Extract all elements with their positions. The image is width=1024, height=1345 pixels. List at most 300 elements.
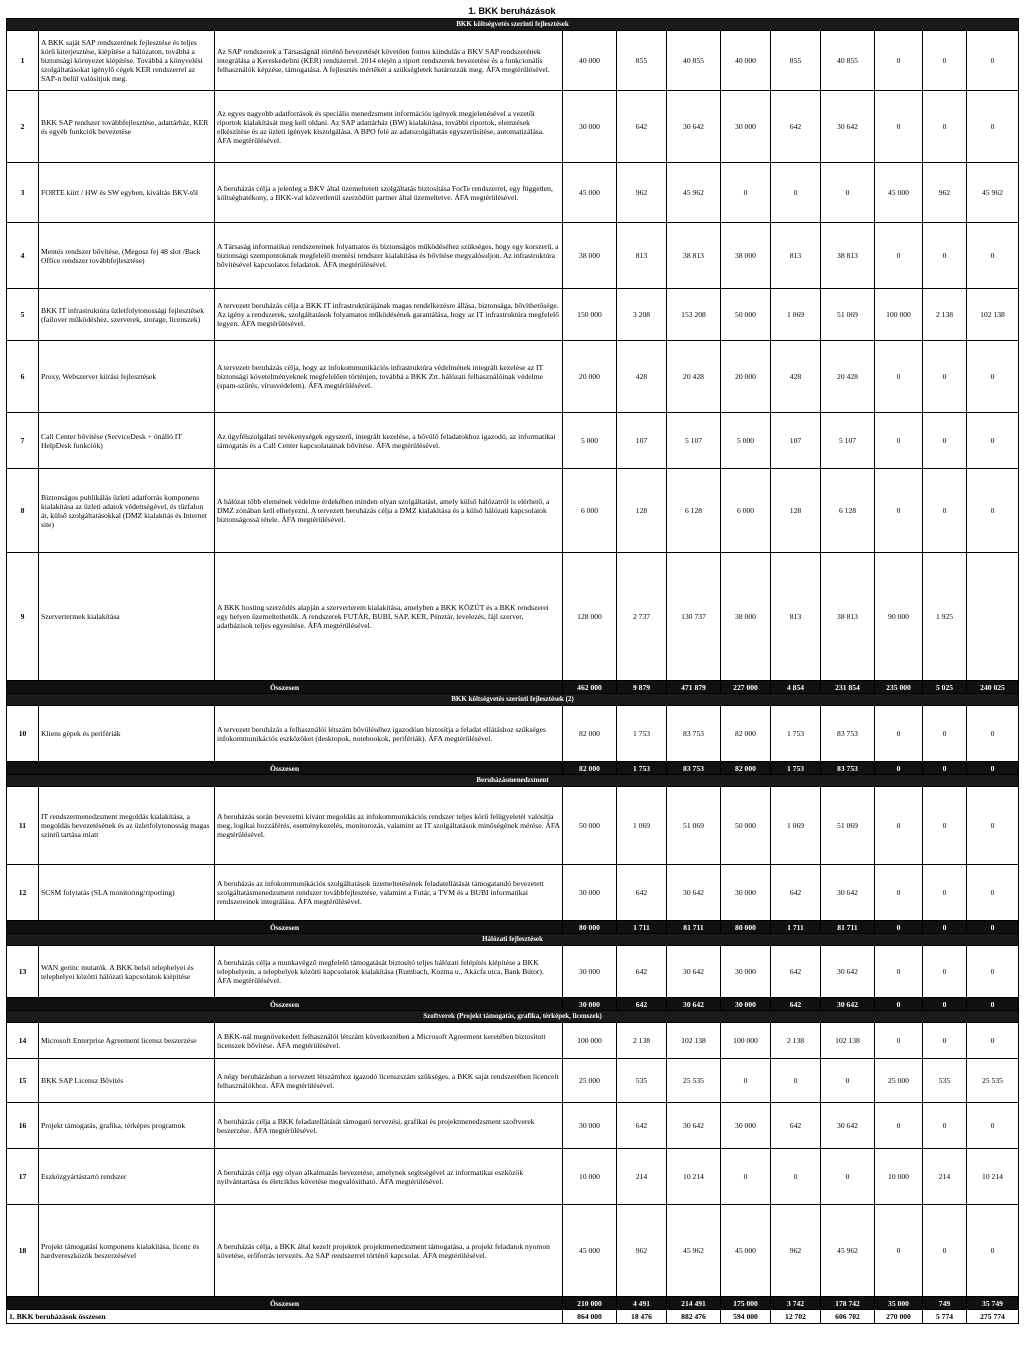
amount-cell: 30 000 [721, 865, 771, 921]
row-number: 4 [7, 223, 39, 289]
amount-cell: 10 000 [875, 1149, 923, 1205]
amount-cell: 0 [967, 91, 1019, 163]
amount-cell: 25 000 [875, 1059, 923, 1103]
subtotal-amount: 231 854 [821, 681, 875, 694]
amount-cell: 535 [617, 1059, 667, 1103]
amount-cell [967, 553, 1019, 681]
section-header-row [7, 775, 1019, 787]
amount-cell: 214 [923, 1149, 967, 1205]
table-row [7, 469, 1019, 553]
subtotal-label: Összesen [7, 1297, 563, 1310]
project-name: Call Center bővítése (ServiceDesk + önálló IT HelpDesk funkciók) [39, 413, 215, 469]
amount-cell: 5 000 [563, 413, 617, 469]
amount-cell: 10 214 [967, 1149, 1019, 1205]
amount-cell: 642 [771, 865, 821, 921]
subtotal-amount: 214 491 [667, 1297, 721, 1310]
row-number: 10 [7, 706, 39, 762]
amount-cell: 0 [875, 413, 923, 469]
table-row [7, 289, 1019, 341]
amount-cell: 0 [967, 413, 1019, 469]
section-title: Beruházásmenedzsment [7, 775, 1019, 787]
amount-cell: 100 000 [563, 1023, 617, 1059]
amount-cell: 0 [967, 946, 1019, 998]
amount-cell: 30 000 [563, 91, 617, 163]
amount-cell: 0 [875, 31, 923, 91]
amount-cell: 0 [967, 341, 1019, 413]
amount-cell: 962 [771, 1205, 821, 1297]
table-row [7, 787, 1019, 865]
amount-cell: 0 [967, 787, 1019, 865]
amount-cell: 45 000 [563, 163, 617, 223]
project-description: Az egyes nagyobb adatforrások és speciális menedzsment információs igények megjelenésével a vezetői riportok kialakítását meg kell oldani. Az SAP adattárház (BW) kialakítása, további riportok, elemzések elkészítése és az üzleti igények kiszolgálása. A BPO felé az adatszolgáltatás egyszerűsítése, automatizálása. ÁFA megtérülésével. [215, 91, 563, 163]
project-description: A BKK hosting szerződés alapján a szerverterem kialakítása, amelyben a BKK KÖZÚT és a BKK rendszerei egy helyen üzemeltethetők. A rendszerek FUTÁR, BUBI, SAP, KER, Pénztár, levelezés, fájl szerver, adatbázisok teljes egyesítése. ÁFA megtérülésével. [215, 553, 563, 681]
amount-cell: 962 [617, 1205, 667, 1297]
amount-cell: 0 [923, 223, 967, 289]
row-number: 5 [7, 289, 39, 341]
amount-cell: 45 962 [667, 163, 721, 223]
amount-cell: 128 [771, 469, 821, 553]
amount-cell: 45 000 [875, 163, 923, 223]
project-description: A tervezett beruházás célja a BKK IT infrastruktúrájának magas rendelkezésre állása, biztonsága, bővíthetősége. Az igény a rendszerek, szolgáltatások folyamatos működésének garantálása, hogy az IT infrastruktúra megfelelő legyen. ÁFA megtérülésével. [215, 289, 563, 341]
amount-cell: 642 [771, 946, 821, 998]
amount-cell: 642 [617, 946, 667, 998]
project-description: A Társaság informatikai rendszereinek folyamatos és biztonságos működéséhez szükséges, hogy egy korszerű, a biztonsági szempontoknak megfelelő mentési rendszer kialakítása és bővítése megvalósuljon. Az infrastruktúra bővítésével kapcsolatos feladatok. ÁFA megtérülésével. [215, 223, 563, 289]
table-row [7, 1059, 1019, 1103]
amount-cell: 2 138 [617, 1023, 667, 1059]
amount-cell: 128 000 [563, 553, 617, 681]
project-name: BKK IT infrastruktúra üzletfolytonossági fejlesztések (failover működéshez, szerverek, storage, licenszek) [39, 289, 215, 341]
grand-total-amount: 18 476 [617, 1310, 667, 1324]
project-description: Az SAP rendszerek a Társaságnál történő bevezetését követően fontos kiindulás a BKV SAP rendszerének integrálása a Kereskedelmi (KER) rendszerrel. 2014 elején a riport rendszerek bevezetése és a funkcionális felhasználók képzése, támogatása. A fejlesztés mértékét a szükségletek határozzák meg. ÁFA megtérülésével. [215, 31, 563, 91]
grand-total-amount: 606 702 [821, 1310, 875, 1324]
subtotal-row [7, 1297, 1019, 1310]
project-name: SCSM folytatás (SLA monitoring/riporting) [39, 865, 215, 921]
amount-cell: 128 [617, 469, 667, 553]
amount-cell: 30 642 [821, 91, 875, 163]
table-row [7, 1149, 1019, 1205]
amount-cell: 6 000 [721, 469, 771, 553]
amount-cell: 0 [875, 1023, 923, 1059]
row-number: 16 [7, 1103, 39, 1149]
amount-cell: 813 [617, 223, 667, 289]
amount-cell: 82 000 [721, 706, 771, 762]
amount-cell: 0 [923, 787, 967, 865]
document-title: 1. BKK beruházások [468, 6, 556, 16]
amount-cell: 20 000 [563, 341, 617, 413]
amount-cell: 642 [617, 1103, 667, 1149]
amount-cell: 40 000 [563, 31, 617, 91]
amount-cell: 2 138 [771, 1023, 821, 1059]
amount-cell: 0 [967, 31, 1019, 91]
subtotal-amount: 227 000 [721, 681, 771, 694]
subtotal-amount: 81 711 [821, 921, 875, 934]
amount-cell: 6 128 [667, 469, 721, 553]
project-name: WAN gerinc mutatók. A BKK belső telephelyei és telephelyei közötti hálózati kapcsolatok kiépítése [39, 946, 215, 998]
row-number: 7 [7, 413, 39, 469]
amount-cell: 40 000 [721, 31, 771, 91]
subtotal-amount: 30 000 [563, 998, 617, 1011]
subtotal-amount: 0 [967, 762, 1019, 775]
amount-cell: 428 [617, 341, 667, 413]
amount-cell: 0 [875, 1103, 923, 1149]
amount-cell: 0 [967, 1205, 1019, 1297]
amount-cell: 100 000 [875, 289, 923, 341]
amount-cell: 38 813 [821, 553, 875, 681]
amount-cell: 0 [967, 469, 1019, 553]
amount-cell: 0 [721, 1059, 771, 1103]
amount-cell: 0 [923, 1103, 967, 1149]
section-header-row [7, 934, 1019, 946]
subtotal-amount: 0 [923, 998, 967, 1011]
amount-cell: 642 [771, 91, 821, 163]
subtotal-amount: 82 000 [563, 762, 617, 775]
subtotal-amount: 178 742 [821, 1297, 875, 1310]
project-name: Biztonságos publikálás üzleti adatforrás komponens kialakítása az üzleti adatok védettségével, és tűzfalon át, külső szolgáltatásokkal (DMZ kialakítás és Internet site) [39, 469, 215, 553]
subtotal-amount: 0 [875, 998, 923, 1011]
table-row [7, 553, 1019, 681]
amount-cell: 10 214 [667, 1149, 721, 1205]
table-row [7, 946, 1019, 998]
amount-cell: 1 069 [617, 787, 667, 865]
amount-cell: 30 000 [721, 946, 771, 998]
row-number: 8 [7, 469, 39, 553]
amount-cell: 25 535 [667, 1059, 721, 1103]
amount-cell: 0 [967, 1103, 1019, 1149]
amount-cell: 535 [923, 1059, 967, 1103]
amount-cell: 100 000 [721, 1023, 771, 1059]
table-row [7, 413, 1019, 469]
amount-cell: 10 000 [563, 1149, 617, 1205]
project-description: A beruházás célja, a BKK által kezelt projektek projektmenedzsment támogatása, a projekt feladatok nyomon követése, erőforrás tervezés. Az SAP rendszerrel történő kapcsolat. ÁFA megtérülésével. [215, 1205, 563, 1297]
amount-cell: 82 000 [563, 706, 617, 762]
subtotal-amount: 82 000 [721, 762, 771, 775]
amount-cell: 962 [923, 163, 967, 223]
amount-cell: 0 [875, 1205, 923, 1297]
subtotal-amount: 210 000 [563, 1297, 617, 1310]
table-row [7, 1205, 1019, 1297]
amount-cell: 0 [875, 787, 923, 865]
row-number: 15 [7, 1059, 39, 1103]
subtotal-amount: 35 000 [875, 1297, 923, 1310]
project-description: A négy beruházásban a tervezett létszámhoz igazodó licenszszám szükséges, a BKK saját rendszerében licencelt felhasználókhoz. ÁFA megtérülésével. [215, 1059, 563, 1103]
amount-cell: 107 [617, 413, 667, 469]
amount-cell: 1 069 [771, 787, 821, 865]
amount-cell: 30 000 [721, 1103, 771, 1149]
section-header-row [7, 19, 1019, 31]
project-name: BKK SAP Licensz Bővítés [39, 1059, 215, 1103]
table-row [7, 1103, 1019, 1149]
amount-cell: 855 [771, 31, 821, 91]
amount-cell: 0 [967, 865, 1019, 921]
amount-cell: 30 642 [821, 865, 875, 921]
subtotal-amount: 80 000 [563, 921, 617, 934]
subtotal-label: Összesen [7, 762, 563, 775]
amount-cell: 0 [875, 341, 923, 413]
amount-cell: 0 [821, 1149, 875, 1205]
subtotal-amount: 80 000 [721, 921, 771, 934]
amount-cell: 130 737 [667, 553, 721, 681]
section-title: Szoftverek (Projekt támogatás, grafika, térképek, licenszek) [7, 1011, 1019, 1023]
subtotal-amount: 30 000 [721, 998, 771, 1011]
table-row [7, 223, 1019, 289]
project-description: Az ügyfélszolgálati tevékenységek egyszerű, integrált kezelése, a bővülő feladatokhoz igazodó, az informatikai támogatás és a Call Center kapcsolatainak bővítése. ÁFA megtérülésével. [215, 413, 563, 469]
project-description: A tervezett beruházás a felhasználói létszám bővüléséhez igazodóan biztosítja a feladat ellátáshoz szükséges infokommunikációs eszközöket (desktopok, notebookok, perifériák). ÁFA megtérülésével. [215, 706, 563, 762]
table-row [7, 706, 1019, 762]
amount-cell: 642 [771, 1103, 821, 1149]
amount-cell: 6 128 [821, 469, 875, 553]
amount-cell: 38 000 [721, 223, 771, 289]
amount-cell: 0 [821, 1059, 875, 1103]
amount-cell: 30 000 [721, 91, 771, 163]
amount-cell: 855 [617, 31, 667, 91]
row-number: 6 [7, 341, 39, 413]
subtotal-row [7, 681, 1019, 694]
amount-cell: 813 [771, 553, 821, 681]
amount-cell: 0 [875, 223, 923, 289]
amount-cell: 0 [923, 413, 967, 469]
amount-cell: 5 107 [667, 413, 721, 469]
project-name: Szervertermek kialakítása [39, 553, 215, 681]
amount-cell: 102 138 [667, 1023, 721, 1059]
row-number: 1 [7, 31, 39, 91]
subtotal-amount: 175 000 [721, 1297, 771, 1310]
section-title: BKK költségvetés szerinti fejlesztések [7, 19, 1019, 31]
project-name: Kliens gépek és perifériák [39, 706, 215, 762]
section-title: BKK költségvetés szerinti fejlesztések (2) [7, 694, 1019, 706]
row-number: 3 [7, 163, 39, 223]
subtotal-amount: 1 753 [771, 762, 821, 775]
row-number: 18 [7, 1205, 39, 1297]
amount-cell: 30 642 [821, 1103, 875, 1149]
subtotal-amount: 0 [875, 762, 923, 775]
amount-cell: 0 [875, 946, 923, 998]
amount-cell: 50 000 [563, 787, 617, 865]
project-name: IT rendszermenedzsment megoldás kialakítása, a megoldás bevezetésének és az üzletfolytonosság magas szintű tartása miatt [39, 787, 215, 865]
subtotal-amount: 471 879 [667, 681, 721, 694]
subtotal-amount: 30 642 [821, 998, 875, 1011]
amount-cell: 30 642 [821, 946, 875, 998]
project-name: Mentés rendszer bővítése, (Megosz fej 48 slot /Back Office rendszer továbbfejlesztése) [39, 223, 215, 289]
subtotal-amount: 642 [617, 998, 667, 1011]
grand-total-row [7, 1310, 1019, 1324]
subtotal-amount: 83 753 [821, 762, 875, 775]
subtotal-amount: 35 749 [967, 1297, 1019, 1310]
subtotal-amount: 4 491 [617, 1297, 667, 1310]
project-description: A beruházás célja a jelenleg a BKV által üzemeltetett szolgáltatás biztosítása ForTe rendszerrel, egy független, költséghatékony, a BKK-val közvetlenül szerződött partner által üzemeltetve. ÁFA megtérülésével. [215, 163, 563, 223]
project-name: FORTE kiírt / HW és SW egyben, kiváltás BKV-től [39, 163, 215, 223]
amount-cell: 214 [617, 1149, 667, 1205]
amount-cell: 20 428 [821, 341, 875, 413]
table-row [7, 163, 1019, 223]
amount-cell: 50 000 [721, 787, 771, 865]
project-name: Proxy, Webszerver kiírási fejlesztések [39, 341, 215, 413]
project-name: Projekt támogatási komponens kialakítása, licenc és hardvereszközök beszerzésével [39, 1205, 215, 1297]
row-number: 17 [7, 1149, 39, 1205]
project-description: A beruházás célja a BKK feladatellátását támogató tervezési, grafikai és projektmenedzsment szoftverek beszerzése. ÁFA megtérülésével. [215, 1103, 563, 1149]
subtotal-amount: 1 753 [617, 762, 667, 775]
project-name: Microsoft Enterprise Agreement licensz beszerzése [39, 1023, 215, 1059]
amount-cell: 38 813 [667, 223, 721, 289]
subtotal-amount: 0 [923, 762, 967, 775]
amount-cell: 0 [875, 469, 923, 553]
amount-cell: 90 000 [875, 553, 923, 681]
subtotal-amount: 4 854 [771, 681, 821, 694]
subtotal-row [7, 762, 1019, 775]
section-header-row [7, 694, 1019, 706]
subtotal-row [7, 921, 1019, 934]
amount-cell: 45 962 [667, 1205, 721, 1297]
amount-cell: 0 [923, 469, 967, 553]
table-row [7, 31, 1019, 91]
amount-cell: 25 000 [563, 1059, 617, 1103]
grand-total-amount: 12 702 [771, 1310, 821, 1324]
subtotal-amount: 1 711 [771, 921, 821, 934]
amount-cell: 1 753 [617, 706, 667, 762]
amount-cell: 38 813 [821, 223, 875, 289]
amount-cell: 642 [617, 91, 667, 163]
amount-cell: 40 855 [821, 31, 875, 91]
row-number: 2 [7, 91, 39, 163]
amount-cell: 0 [967, 1023, 1019, 1059]
subtotal-row [7, 998, 1019, 1011]
amount-cell: 51 069 [667, 787, 721, 865]
row-number: 13 [7, 946, 39, 998]
project-description: A beruházás az infokommunikációs szolgáltatások üzemeltetésének feladatellátását támogatandó bevezetett szolgáltatásmenedzsment rendszer továbbfejlesztése, valamint a Futár, a TVM és a BUBI informatikai rendszereinek integrálása. ÁFA megtérülésével. [215, 865, 563, 921]
amount-cell: 0 [923, 865, 967, 921]
subtotal-label: Összesen [7, 681, 563, 694]
amount-cell: 0 [771, 163, 821, 223]
amount-cell: 51 069 [821, 289, 875, 341]
row-number: 9 [7, 553, 39, 681]
amount-cell: 30 000 [563, 1103, 617, 1149]
project-name: Eszközgyártástartó rendszer [39, 1149, 215, 1205]
grand-total-amount: 882 476 [667, 1310, 721, 1324]
amount-cell: 0 [721, 1149, 771, 1205]
amount-cell: 45 000 [563, 1205, 617, 1297]
amount-cell: 38 000 [563, 223, 617, 289]
amount-cell: 3 208 [617, 289, 667, 341]
amount-cell: 0 [923, 31, 967, 91]
subtotal-amount: 81 711 [667, 921, 721, 934]
subtotal-amount: 0 [875, 921, 923, 934]
row-number: 14 [7, 1023, 39, 1059]
amount-cell: 0 [771, 1059, 821, 1103]
amount-cell: 83 753 [667, 706, 721, 762]
amount-cell: 20 428 [667, 341, 721, 413]
amount-cell: 2 138 [923, 289, 967, 341]
table-row [7, 91, 1019, 163]
amount-cell: 0 [821, 163, 875, 223]
amount-cell: 30 642 [667, 91, 721, 163]
amount-cell: 0 [875, 865, 923, 921]
subtotal-amount: 240 025 [967, 681, 1019, 694]
amount-cell: 0 [967, 223, 1019, 289]
project-name: BKK SAP rendszer továbbfejlesztése, adattárház, KER és egyéb funkciók bevezetése [39, 91, 215, 163]
grand-total-label: 1. BKK beruházások összesen [7, 1310, 563, 1324]
project-description: A BKK-nál megnövekedett felhasználói létszám következtében a Microsoft Agreement keretében biztosított licenszek bővítése. ÁFA megtérülésével. [215, 1023, 563, 1059]
amount-cell: 0 [875, 91, 923, 163]
grand-total-amount: 270 000 [875, 1310, 923, 1324]
subtotal-amount: 235 000 [875, 681, 923, 694]
amount-cell: 25 535 [967, 1059, 1019, 1103]
grand-total-amount: 275 774 [967, 1310, 1019, 1324]
project-name: A BKK saját SAP rendszerének fejlesztése és teljes körű kiterjesztése, kiépítése a hálózaton, továbbá a biztonsági környezet kiépítése. Továbbá a könyvelési szolgáltatásokat igénylő cégek KER rendszerrel az SAP-n belül valósítjuk meg. [39, 31, 215, 91]
amount-cell: 102 138 [967, 289, 1019, 341]
subtotal-amount: 5 025 [923, 681, 967, 694]
grand-total-amount: 5 774 [923, 1310, 967, 1324]
amount-cell: 1 925 [923, 553, 967, 681]
amount-cell: 0 [771, 1149, 821, 1205]
amount-cell: 2 737 [617, 553, 667, 681]
amount-cell: 962 [617, 163, 667, 223]
section-title: Hálózati fejlesztések [7, 934, 1019, 946]
amount-cell: 45 000 [721, 1205, 771, 1297]
amount-cell: 20 000 [721, 341, 771, 413]
subtotal-amount: 9 879 [617, 681, 667, 694]
subtotal-amount: 749 [923, 1297, 967, 1310]
amount-cell: 1 069 [771, 289, 821, 341]
subtotal-amount: 3 742 [771, 1297, 821, 1310]
project-name: Projekt támogatás, grafika, térképes programok [39, 1103, 215, 1149]
amount-cell: 102 138 [821, 1023, 875, 1059]
subtotal-amount: 0 [967, 998, 1019, 1011]
investment-table [6, 18, 1019, 1324]
amount-cell: 0 [923, 1205, 967, 1297]
project-description: A hálózat több elemének védelme érdekében minden olyan szolgáltatást, amely külső hálózatról is elérhető, a DMZ zónában kell elhelyezni. A tervezett beruházás célja a DMZ kialakítása és a külső hálózati kapcsolatok biztonságossá tétele. ÁFA megtérülésével. [215, 469, 563, 553]
amount-cell: 5 000 [721, 413, 771, 469]
table-row [7, 1023, 1019, 1059]
subtotal-label: Összesen [7, 998, 563, 1011]
table-row [7, 341, 1019, 413]
project-description: A beruházás célja egy olyan alkalmazás bevezetése, amelynek segítségével az informatikai eszközök nyilvántartása és életciklus követése megvalósítható. ÁFA megtérülésével. [215, 1149, 563, 1205]
amount-cell: 45 962 [967, 163, 1019, 223]
amount-cell: 30 642 [667, 1103, 721, 1149]
amount-cell: 45 962 [821, 1205, 875, 1297]
subtotal-amount: 0 [923, 921, 967, 934]
amount-cell: 813 [771, 223, 821, 289]
amount-cell: 6 000 [563, 469, 617, 553]
amount-cell: 5 107 [821, 413, 875, 469]
amount-cell: 0 [721, 163, 771, 223]
amount-cell: 50 000 [721, 289, 771, 341]
section-header-row [7, 1011, 1019, 1023]
amount-cell: 83 753 [821, 706, 875, 762]
project-description: A beruházás célja a munkavégző megfelelő támogatását biztosító teljes hálózati felépítés kiépítése a BKK telephelyein, a telephelyek közötti kapcsolatok kialakítása (Rumbach, Kozma u., Akácfa utca, Bank Bútor). ÁFA megtérülésével. [215, 946, 563, 998]
subtotal-amount: 83 753 [667, 762, 721, 775]
subtotal-amount: 1 711 [617, 921, 667, 934]
amount-cell: 428 [771, 341, 821, 413]
amount-cell: 30 000 [563, 946, 617, 998]
project-description: A beruházás során bevezetni kívánt megoldás az infokommunikációs rendszer teljes körű felügyeletét valósítja meg, logikai hozzáférés, eseménykezelés, monitorozás, valamint az IT szolgáltatások minőségének mérése. ÁFA megtérülésével. [215, 787, 563, 865]
grand-total-amount: 864 000 [563, 1310, 617, 1324]
subtotal-amount: 462 000 [563, 681, 617, 694]
amount-cell: 642 [617, 865, 667, 921]
project-description: A tervezett beruházás célja, hogy az infokommunikációs infrastruktúra védelmének integrált kezelése az IT biztonsági követelményeknek megfelelően történjen, továbbá a BKK Zrt. hálózati felhasználóinak védelme (spam-szűrés, vírusvédelem). ÁFA megtérülésével. [215, 341, 563, 413]
amount-cell: 0 [923, 91, 967, 163]
subtotal-amount: 30 642 [667, 998, 721, 1011]
amount-cell: 0 [923, 341, 967, 413]
amount-cell: 1 753 [771, 706, 821, 762]
subtotal-amount: 0 [967, 921, 1019, 934]
amount-cell: 0 [923, 706, 967, 762]
amount-cell: 0 [923, 946, 967, 998]
amount-cell: 30 642 [667, 865, 721, 921]
amount-cell: 30 642 [667, 946, 721, 998]
table-row [7, 865, 1019, 921]
grand-total-amount: 594 000 [721, 1310, 771, 1324]
amount-cell: 150 000 [563, 289, 617, 341]
amount-cell: 0 [923, 1023, 967, 1059]
